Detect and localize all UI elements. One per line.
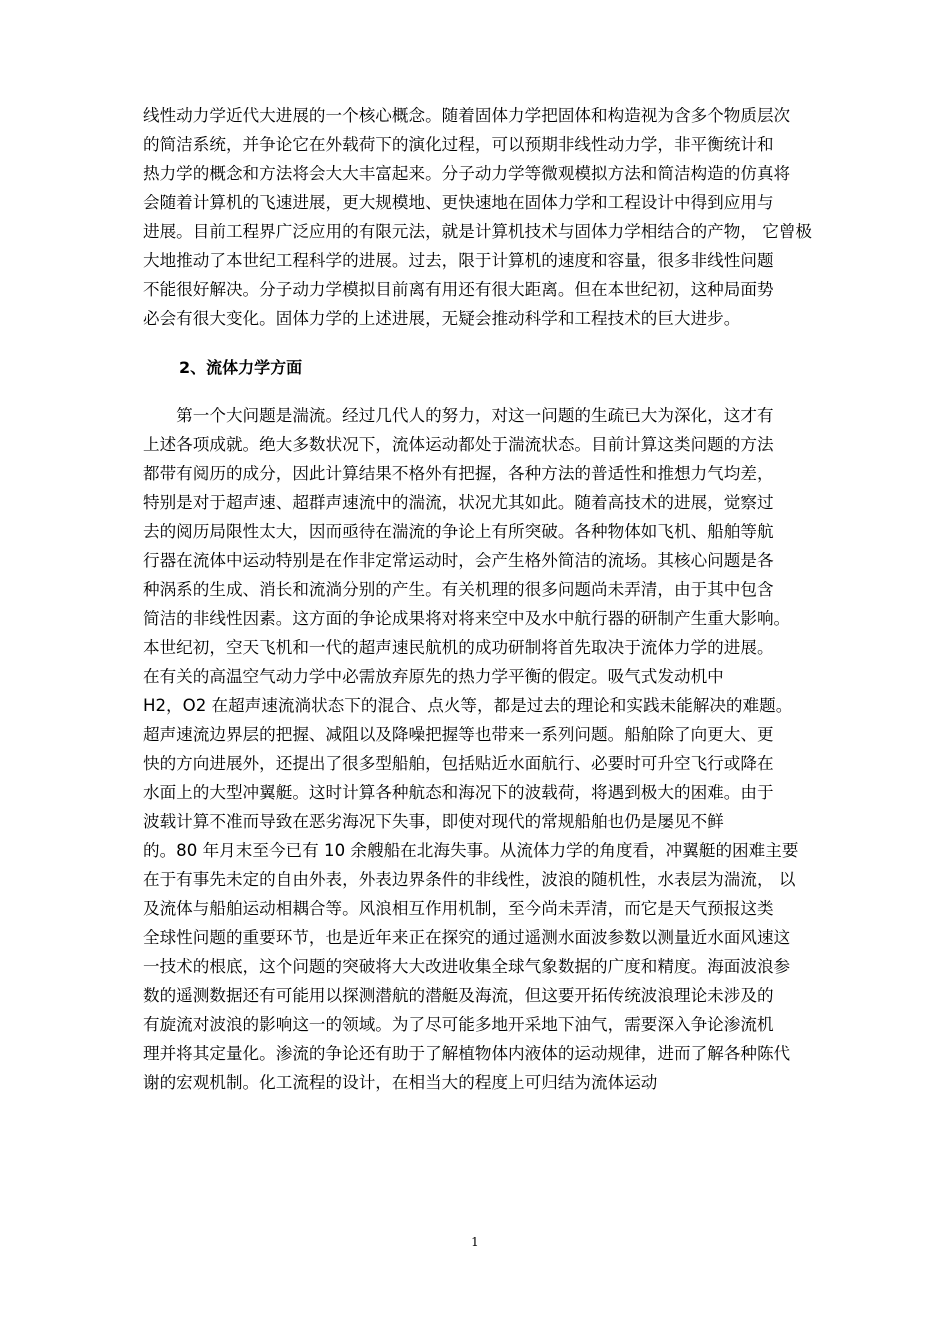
text-line: 波载计算不准而导致在恶劣海况下失事，即使对现代的常规船舶也仍是屡见不鲜 — [143, 812, 724, 831]
text-line: 在于有事先未定的自由外表，外表边界条件的非线性，波浪的随机性，水表层为湍流， 以 — [143, 870, 796, 889]
text-line: 都带有阅历的成分，因此计算结果不格外有把握，各种方法的普适性和推想力气均差， — [143, 464, 774, 483]
text-line: 一技术的根底，这个问题的突破将大大改进收集全球气象数据的广度和精度。海面波浪参 — [143, 957, 791, 976]
text-line: 热力学的概念和方法将会大大丰富起来。分子动力学等微观模拟方法和简洁构造的仿真将 — [143, 164, 791, 183]
text-line: 线性动力学近代大进展的一个核心概念。随着固体力学把固体和构造视为含多个物质层次 — [143, 106, 791, 125]
text-line: 简洁的非线性因素。这方面的争论成果将对将来空中及水中航行器的研制产生重大影响。 — [143, 609, 791, 628]
text-line: 的。80 年月末至今已有 10 余艘船在北海失事。从流体力学的角度看，冲翼艇的困难主要 — [143, 841, 799, 860]
text-line: 种涡系的生成、消长和流淌分别的产生。有关机理的很多问题尚未弄清，由于其中包含 — [143, 580, 774, 599]
text-line: 第一个大问题是湍流。经过几代人的努力，对这一问题的生疏已大为深化，这才有 — [143, 406, 774, 425]
text-line: H2，O2 在超声速流淌状态下的混合、点火等，都是过去的理论和实践未能解决的难题。 — [143, 696, 793, 715]
text-line: 去的阅历局限性太大，因而亟待在湍流的争论上有所突破。各种物体如飞机、船舶等航 — [143, 522, 774, 541]
text-line: 超声速流边界层的把握、减阻以及降噪把握等也带来一系列问题。船舶除了向更大、更 — [143, 725, 774, 744]
text-line: 谢的宏观机制。化工流程的设计，在相当大的程度上可归结为流体运动 — [143, 1073, 658, 1092]
text-line: 大地推动了本世纪工程科学的进展。过去，限于计算机的速度和容量，很多非线性问题 — [143, 251, 774, 270]
text-line: 本世纪初，空天飞机和一代的超声速民航机的成功研制将首先取决于流体力学的进展。 — [143, 638, 774, 657]
text-line: 及流体与船舶运动相耦合等。风浪相互作用机制，至今尚未弄清，而它是天气预报这类 — [143, 899, 774, 918]
text-line: 快的方向进展外，还提出了很多型船舶，包括贴近水面航行、必要时可升空飞行或降在 — [143, 754, 774, 773]
text-line: 特别是对于超声速、超群声速流中的湍流，状况尤其如此。随着高技术的进展，觉察过 — [143, 493, 774, 512]
text-line: 在有关的高温空气动力学中必需放弃原先的热力学平衡的假定。吸气式发动机中 — [143, 667, 724, 686]
text-line: 进展。目前工程界广泛应用的有限元法，就是计算机技术与固体力学相结合的产物， 它曾极 — [143, 222, 813, 241]
text-line: 水面上的大型冲翼艇。这时计算各种航态和海况下的波载荷，将遇到极大的困难。由于 — [143, 783, 774, 802]
section-heading: 2、流体力学方面 — [179, 358, 303, 377]
text-line: 必会有很大变化。固体力学的上述进展，无疑会推动科学和工程技术的巨大进步。 — [143, 309, 741, 328]
text-line: 有旋流对波浪的影响这一的领域。为了尽可能多地开采地下油气，需要深入争论渗流机 — [143, 1015, 774, 1034]
text-line: 不能很好解决。分子动力学模拟目前离有用还有很大距离。但在本世纪初，这种局面势 — [143, 280, 774, 299]
page-number: 1 — [471, 1235, 479, 1249]
text-line: 数的遥测数据还有可能用以探测潜航的潜艇及海流，但这要开拓传统波浪理论未涉及的 — [143, 986, 774, 1005]
text-line: 行器在流体中运动特别是在作非定常运动时，会产生格外简洁的流场。其核心问题是各 — [143, 551, 774, 570]
text-line: 上述各项成就。绝大多数状况下，流体运动都处于湍流状态。目前计算这类问题的方法 — [143, 435, 774, 454]
text-line: 全球性问题的重要环节，也是近年来正在探究的通过遥测水面波参数以测量近水面风速这 — [143, 928, 791, 947]
text-line: 的简洁系统，并争论它在外载荷下的演化过程，可以预期非线性动力学，非平衡统计和 — [143, 135, 774, 154]
text-line: 理并将其定量化。渗流的争论还有助于了解植物体内液体的运动规律，进而了解各种陈代 — [143, 1044, 791, 1063]
text-line: 会随着计算机的飞速进展，更大规模地、更快速地在固体力学和工程设计中得到应用与 — [143, 193, 774, 212]
